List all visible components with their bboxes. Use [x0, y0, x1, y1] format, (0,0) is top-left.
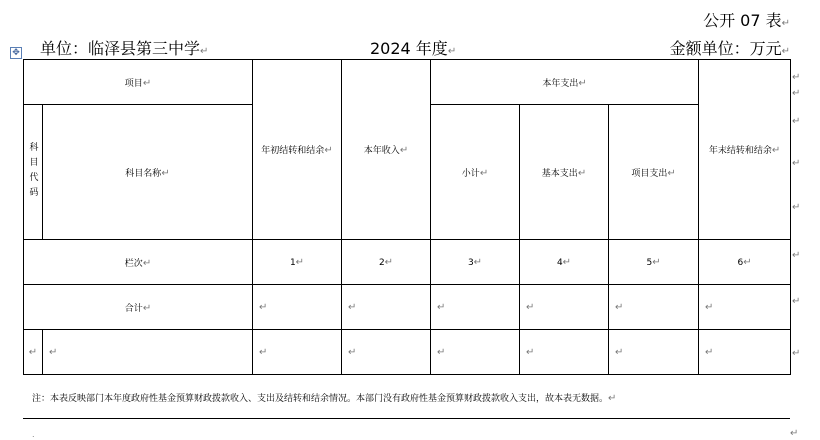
column-number: 6↵ — [699, 240, 791, 285]
empty-cell[interactable]: ↵ — [24, 330, 43, 375]
header-item: 项目↵ — [24, 60, 253, 105]
column-number: 5↵ — [609, 240, 699, 285]
header-basic: 基本支出↵ — [520, 105, 609, 240]
header-subject-code: 科目代码 — [24, 105, 43, 240]
empty-cell[interactable]: ↵ — [431, 285, 520, 330]
empty-cell[interactable]: ↵ — [520, 330, 609, 375]
paragraph-mark-icon: . — [32, 430, 35, 439]
column-number: 1↵ — [253, 240, 342, 285]
row-end-mark: ↵ — [792, 116, 801, 127]
column-number: 4↵ — [520, 240, 609, 285]
footnote: 注：本表反映部门本年度政府性基金预算财政拨款收入、支出及结转和结余情况。本部门没有政府性基金预算财政拨款收入支出，故本表无数据。↵ — [32, 393, 617, 404]
header-income: 本年收入↵ — [342, 60, 431, 240]
empty-cell[interactable]: ↵ — [609, 330, 699, 375]
empty-cell[interactable]: ↵ — [699, 285, 791, 330]
divider — [23, 418, 790, 419]
row-end-mark: ↵ — [792, 72, 801, 83]
row-end-mark: ↵ — [790, 428, 799, 439]
empty-cell[interactable]: ↵ — [699, 330, 791, 375]
column-number: 3↵ — [431, 240, 520, 285]
empty-cell[interactable]: ↵ — [520, 285, 609, 330]
empty-cell[interactable]: ↵ — [253, 330, 342, 375]
empty-cell[interactable]: ↵ — [342, 330, 431, 375]
fund-table — [23, 59, 791, 375]
amount-unit-label: 金额单位：万元↵ — [669, 39, 790, 58]
empty-cell[interactable]: ↵ — [342, 285, 431, 330]
empty-cell[interactable]: ↵ — [253, 285, 342, 330]
header-opening-balance: 年初结转和结余↵ — [253, 60, 342, 240]
row-end-mark: ↵ — [792, 296, 801, 307]
column-number: 2↵ — [342, 240, 431, 285]
row-end-mark: ↵ — [792, 202, 801, 213]
total-label: 合计↵ — [24, 285, 253, 330]
row-end-mark: ↵ — [792, 88, 801, 99]
row-end-mark: ↵ — [792, 158, 801, 169]
empty-cell[interactable]: ↵ — [431, 330, 520, 375]
empty-cell[interactable]: ↵ — [43, 330, 253, 375]
row-end-mark: ↵ — [792, 250, 801, 261]
form-number: 公开 07 表↵ — [703, 11, 790, 30]
header-subject-name: 科目名称↵ — [43, 105, 253, 240]
header-subtotal: 小计↵ — [431, 105, 520, 240]
header-current-expense: 本年支出↵ — [431, 60, 699, 105]
empty-cell[interactable]: ↵ — [609, 285, 699, 330]
header-closing-balance: 年末结转和结余↵ — [699, 60, 791, 240]
row-end-mark: ↵ — [792, 348, 801, 359]
column-no-label: 栏次↵ — [24, 240, 253, 285]
year-label: 2024 年度↵ — [370, 39, 457, 58]
header-project: 项目支出↵ — [609, 105, 699, 240]
table-move-handle-icon[interactable]: ✥ — [10, 47, 22, 59]
unit-label: 单位：临泽县第三中学↵ — [40, 39, 209, 58]
